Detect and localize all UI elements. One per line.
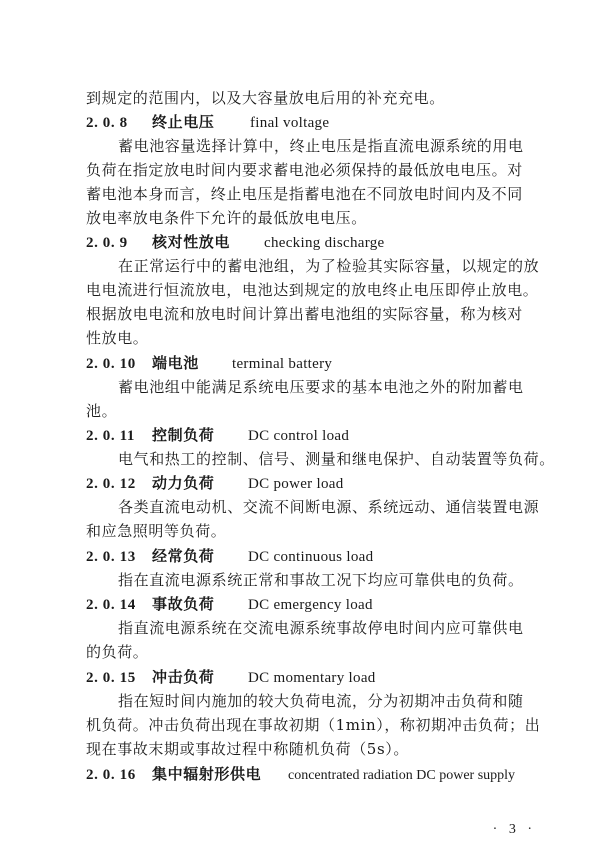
term-number: 2. 0. 13 (86, 549, 136, 565)
text-line: 负荷在指定放电时间内要求蓄电池必须保持的最低放电电压。对 (86, 161, 523, 179)
text-line: 蓄电池本身而言，终止电压是指蓄电池在不同放电时间内及不同 (86, 185, 523, 203)
text-line: 指直流电源系统在交流电源系统事故停电时间内应可靠供电 (118, 619, 524, 637)
text-line: 蓄电池组中能满足系统电压要求的基本电池之外的附加蓄电 (118, 378, 524, 396)
term-english: DC emergency load (248, 597, 373, 613)
term-chinese: 冲击负荷 (152, 668, 215, 686)
term-english: terminal battery (232, 356, 333, 372)
text-line: 在正常运行中的蓄电池组，为了检验其实际容量，以规定的放 (118, 257, 540, 275)
term-number: 2. 0. 12 (86, 476, 136, 492)
term-english: DC momentary load (248, 670, 376, 686)
term-english: DC power load (248, 476, 344, 492)
text-line: 的负荷。 (86, 643, 149, 661)
term-chinese: 控制负荷 (152, 426, 215, 444)
term-heading-2-0-8 (86, 112, 329, 133)
term-chinese: 事故负荷 (152, 595, 215, 613)
text-line: 电气和热工的控制、信号、测量和继电保护、自动装置等负荷。 (118, 450, 555, 468)
term-chinese: 核对性放电 (152, 233, 231, 251)
term-english: DC continuous load (248, 549, 374, 565)
term-number: 2. 0. 11 (86, 428, 135, 444)
term-number: 2. 0. 10 (86, 356, 136, 372)
text-line: 电电流进行恒流放电，电池达到规定的放电终止电压即停止放电。 (86, 281, 539, 299)
text-line: 蓄电池容量选择计算中，终止电压是指直流电源系统的用电 (118, 137, 524, 155)
term-chinese: 动力负荷 (152, 474, 215, 492)
text-line: 放电率放电条件下允许的最低放电电压。 (86, 209, 367, 227)
term-heading-2-0-16 (86, 764, 515, 786)
page-number: · 3 · (492, 822, 536, 837)
term-heading-2-0-15 (86, 667, 376, 688)
term-english: concentrated radiation DC power supply (288, 768, 516, 783)
term-number: 2. 0. 16 (86, 767, 136, 783)
term-number: 2. 0. 14 (86, 597, 136, 613)
text-line: 机负荷。冲击负荷出现在事故初期（1min），称初期冲击负荷；出 (86, 716, 541, 734)
term-heading-2-0-13 (86, 546, 373, 567)
term-heading-2-0-12 (86, 473, 344, 494)
term-heading-2-0-10 (86, 353, 332, 374)
term-english: final voltage (250, 115, 330, 131)
term-chinese: 终止电压 (152, 113, 215, 131)
text-line: 指在直流电源系统正常和事故工况下均应可靠供电的负荷。 (118, 571, 524, 589)
text-line: 和应急照明等负荷。 (86, 522, 227, 540)
text-line: 现在事故末期或事故过程中称随机负荷（5s）。 (86, 740, 409, 758)
term-number: 2. 0. 8 (86, 115, 128, 131)
term-chinese: 端电池 (152, 354, 199, 372)
term-heading-2-0-11 (86, 425, 349, 446)
term-number: 2. 0. 9 (86, 235, 128, 251)
text-line: 指在短时间内施加的较大负荷电流，分为初期冲击负荷和随 (118, 692, 524, 710)
text-line: 池。 (86, 402, 118, 420)
text-line: 各类直流电动机、交流不间断电源、系统远动、通信装置电源 (118, 498, 540, 516)
term-number: 2. 0. 15 (86, 670, 136, 686)
term-english: checking discharge (264, 235, 385, 251)
term-heading-2-0-9 (86, 232, 385, 253)
term-chinese: 集中辐射形供电 (152, 765, 262, 783)
term-heading-2-0-14 (86, 594, 373, 615)
term-chinese: 经常负荷 (152, 547, 215, 565)
text-line: 根据放电电流和放电时间计算出蓄电池组的实际容量，称为核对 (86, 305, 523, 323)
term-english: DC control load (248, 428, 350, 444)
text-line: 到规定的范围内，以及大容量放电后用的补充充电。 (86, 89, 445, 107)
text-line: 性放电。 (86, 329, 149, 347)
